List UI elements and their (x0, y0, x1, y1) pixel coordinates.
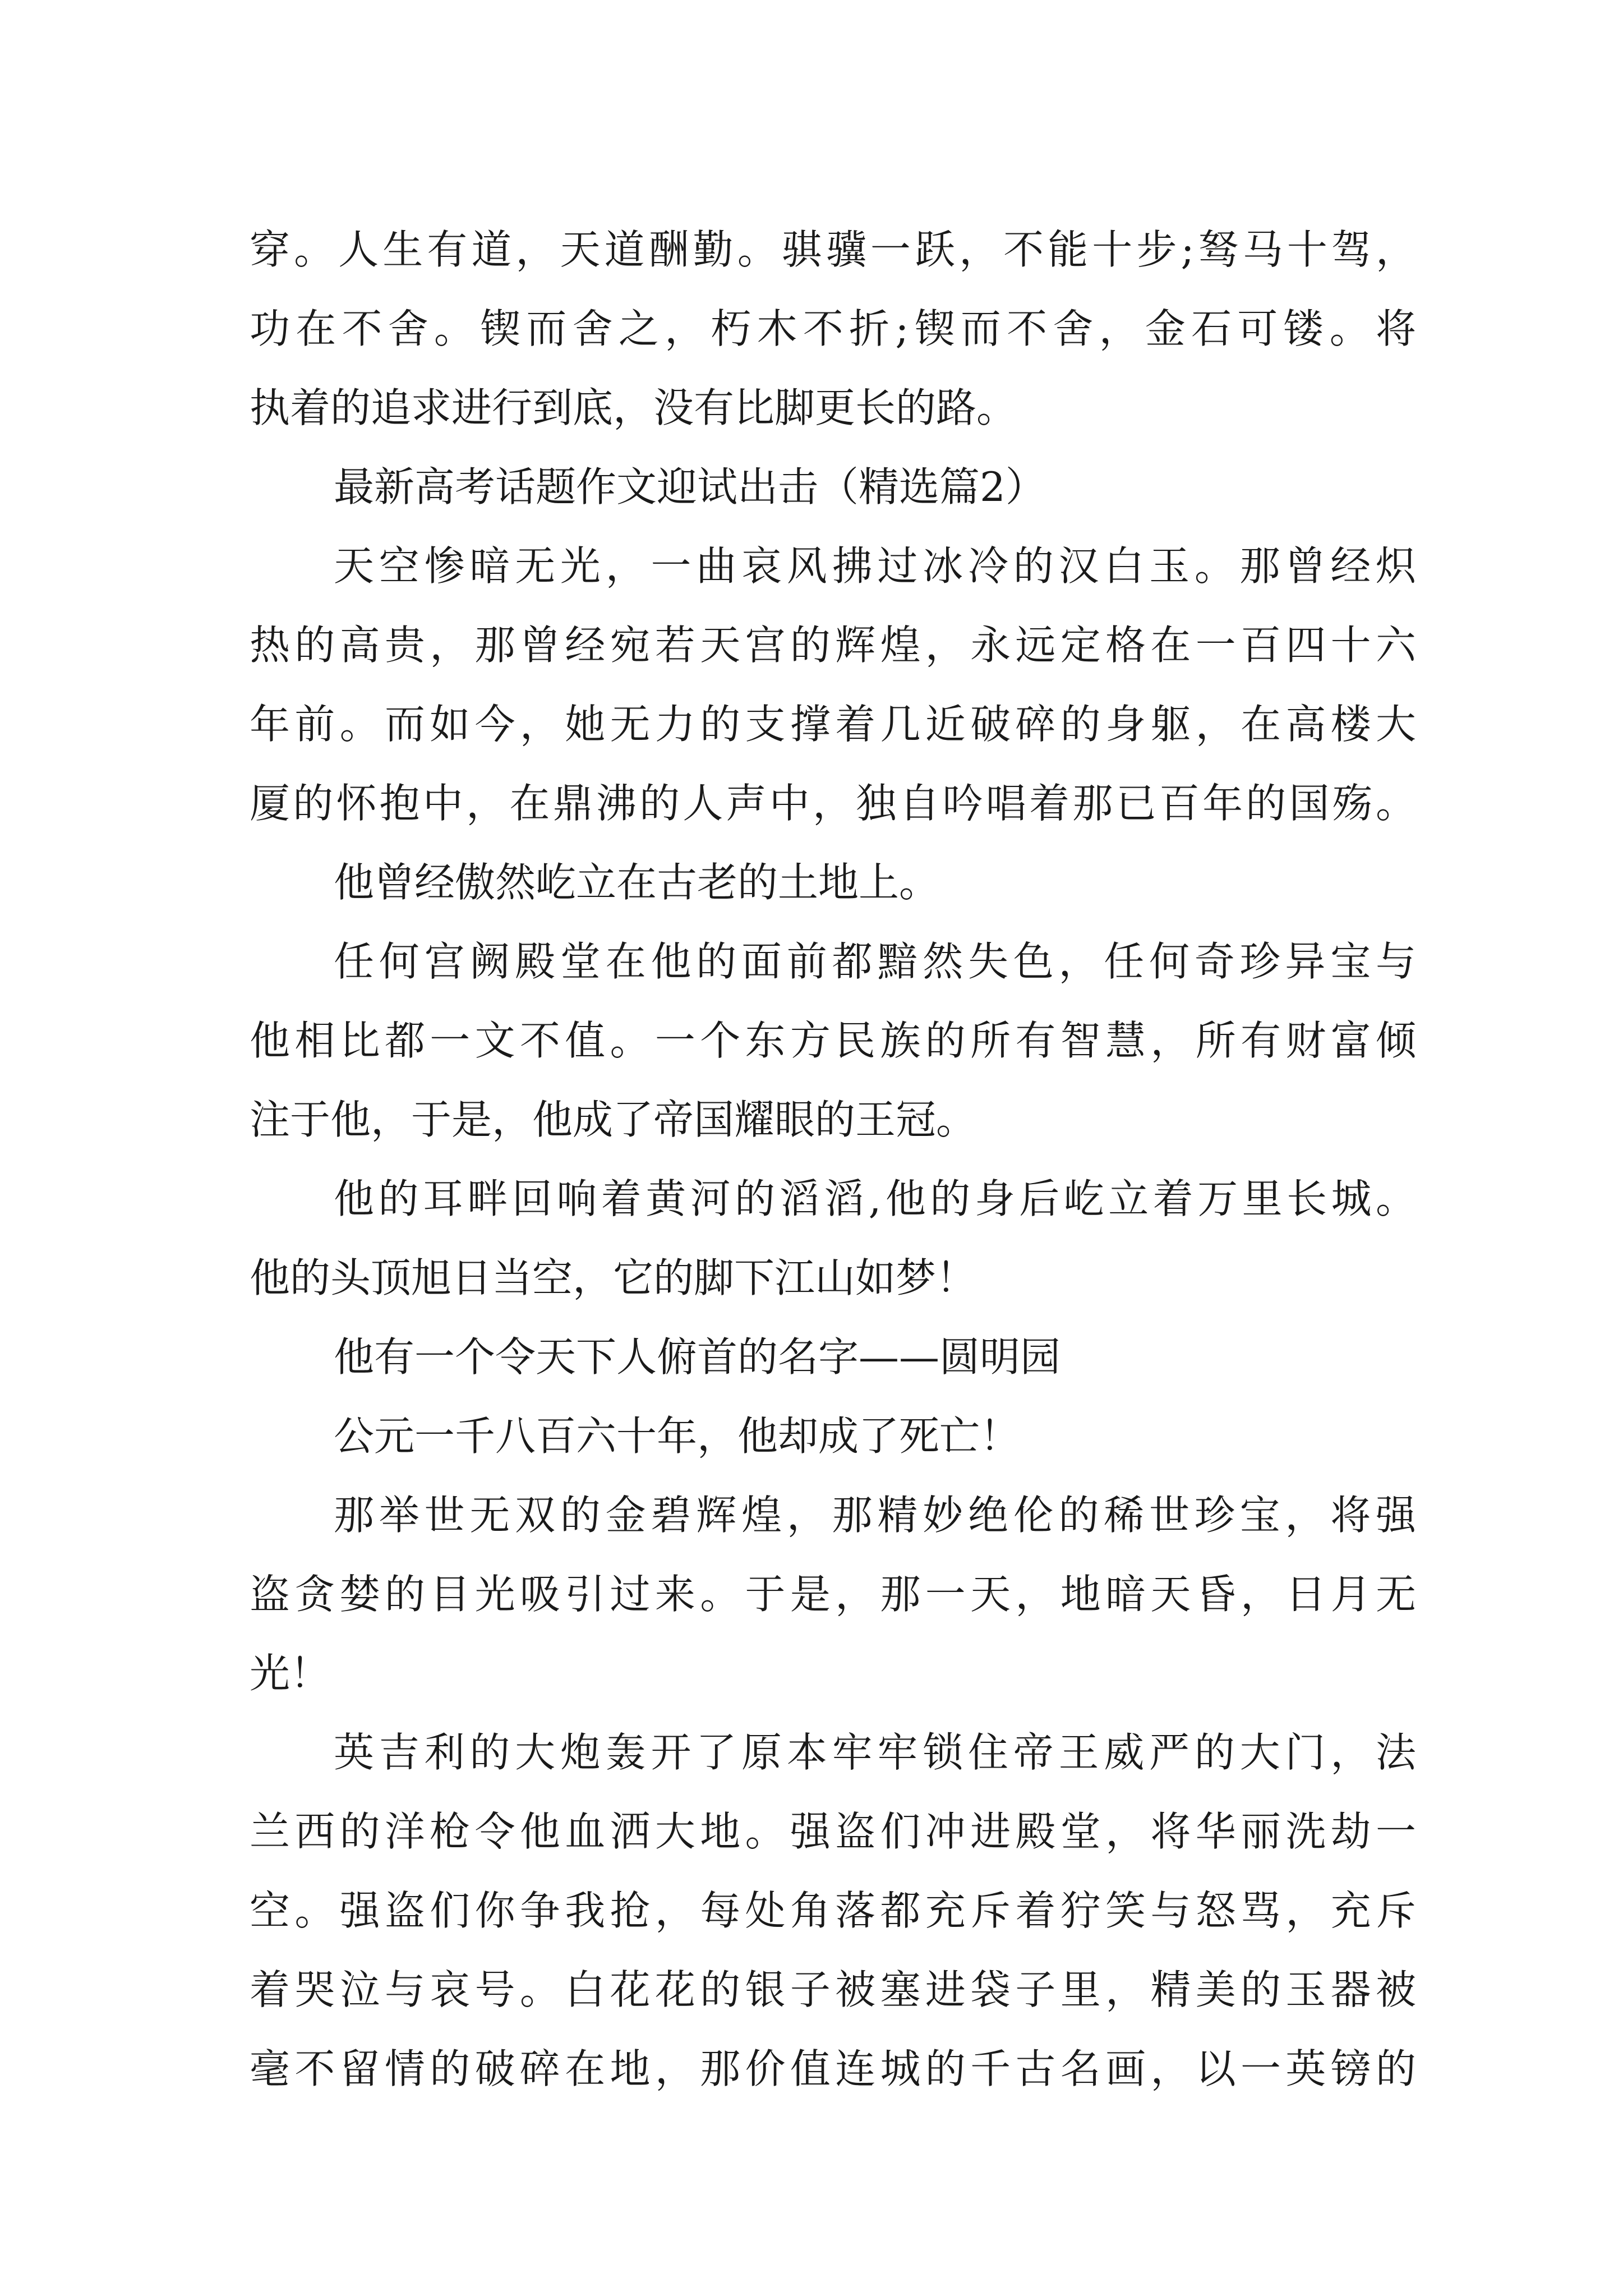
text-line: 穿。人生有道，天道酬勤。骐骥一跃，不能十步;驽马十驾， (250, 226, 1416, 273)
text-line: 那举世无双的金碧辉煌，那精妙绝伦的稀世珍宝，将强 (334, 1492, 1416, 1539)
text-line: 兰西的洋枪令他血洒大地。强盗们冲进殿堂，将华丽洗劫一 (250, 1808, 1416, 1855)
text-line: 他的头顶旭日当空，它的脚下江山如梦！ (250, 1254, 977, 1301)
text-line: 公元一千八百六十年，他却成了死亡！ (334, 1412, 1021, 1460)
text-line: 注于他，于是，他成了帝国耀眼的王冠。 (250, 1096, 977, 1143)
text-line: 年前。而如今，她无力的支撑着几近破碎的身躯，在高楼大 (250, 701, 1416, 748)
text-line: 他有一个令天下人俯首的名字——圆明园 (334, 1333, 1061, 1381)
text-line: 功在不舍。锲而舍之，朽木不折;锲而不舍，金石可镂。将 (250, 305, 1416, 352)
text-line: 英吉利的大炮轰开了原本牢牢锁住帝王威严的大门，法 (334, 1729, 1416, 1776)
text-line: 光！ (250, 1650, 331, 1697)
text-line: 天空惨暗无光，一曲哀风拂过冰冷的汉白玉。那曾经炽 (334, 542, 1416, 590)
text-line: 着哭泣与哀号。白花花的银子被塞进袋子里，精美的玉器被 (250, 1966, 1416, 2013)
text-line: 热的高贵，那曾经宛若天宫的辉煌，永远定格在一百四十六 (250, 622, 1416, 669)
text-line: 任何宫阙殿堂在他的面前都黯然失色，任何奇珍异宝与 (334, 938, 1416, 985)
text-line: 他曾经傲然屹立在古老的土地上。 (334, 859, 940, 906)
text-line: 空。强盗们你争我抢，每处角落都充斥着狞笑与怒骂，充斥 (250, 1887, 1416, 1934)
text-line: 执着的追求进行到底，没有比脚更长的路。 (250, 384, 1017, 431)
text-line: 他的耳畔回响着黄河的滔滔,他的身后屹立着万里长城。 (334, 1175, 1416, 1222)
text-line: 他相比都一文不值。一个东方民族的所有智慧，所有财富倾 (250, 1017, 1416, 1064)
text-line: 厦的怀抱中，在鼎沸的人声中，独自吟唱着那已百年的国殇。 (250, 780, 1416, 827)
text-line: 毫不留情的破碎在地，那价值连城的千古名画，以一英镑的 (250, 2045, 1416, 2092)
text-line: 盗贪婪的目光吸引过来。于是，那一天，地暗天昏，日月无 (250, 1571, 1416, 1618)
section-heading: 最新高考话题作文迎试出击（精选篇2） (334, 463, 1046, 510)
